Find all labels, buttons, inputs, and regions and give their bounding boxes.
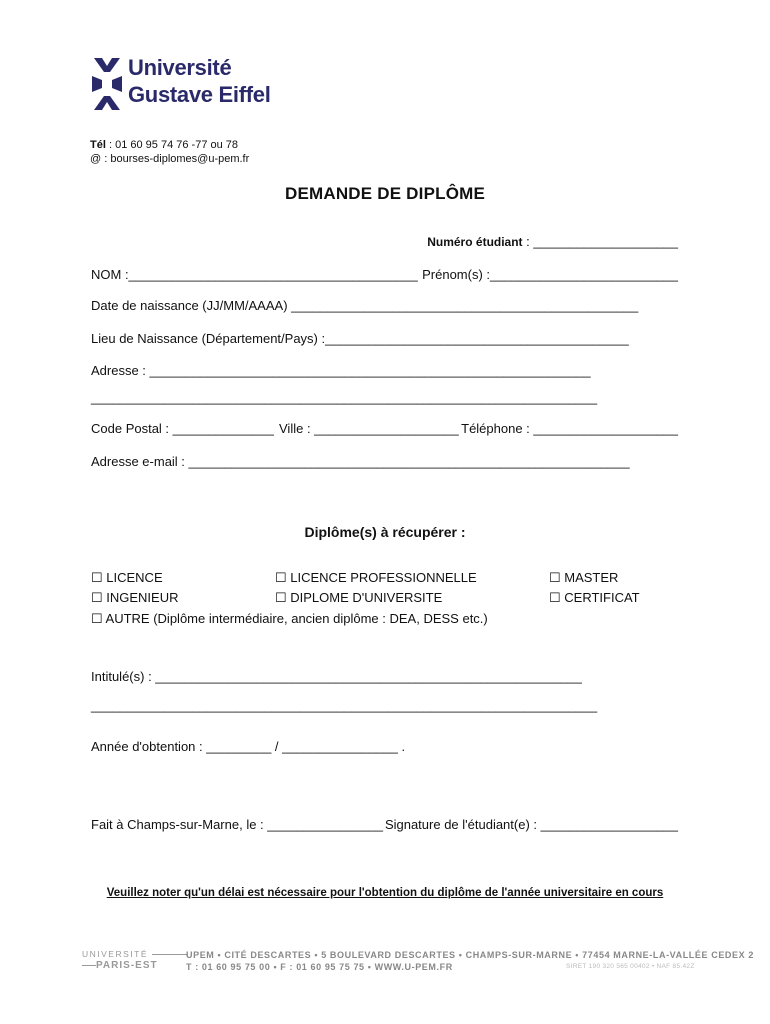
checkbox-licence[interactable]: ☐ LICENCE: [91, 570, 163, 585]
checkbox-du[interactable]: ☐ DIPLOME D'UNIVERSITE: [275, 590, 443, 605]
footer-univ-name: PARIS-EST: [82, 960, 158, 971]
contact-email: @ : bourses-diplomes@u-pem.fr: [90, 153, 250, 165]
postal-code-field[interactable]: Code Postal : ______________: [91, 421, 274, 436]
signature-field[interactable]: Signature de l'étudiant(e) : ___________________: [384, 817, 678, 832]
checkbox-certificat[interactable]: ☐ CERTIFICAT: [549, 590, 640, 605]
email-field[interactable]: Adresse e-mail : _____________________________________________________________: [91, 454, 630, 469]
university-logo: [90, 52, 271, 114]
student-number-field[interactable]: Numéro étudiant : ____________________: [427, 234, 678, 249]
checkbox-licence-pro[interactable]: ☐ LICENCE PROFESSIONNELLE: [275, 570, 477, 585]
intitule-field[interactable]: Intitulé(s) : ___________________________________________________________: [91, 669, 582, 684]
prenom-field[interactable]: Prénom(s) :__________________________: [422, 267, 678, 282]
checkbox-master[interactable]: ☐ MASTER: [549, 570, 619, 585]
nom-field[interactable]: NOM :________________________________________: [91, 267, 418, 282]
diplomas-heading: Diplôme(s) à récupérer :: [304, 524, 466, 540]
logo-line2: Gustave Eiffel: [128, 82, 271, 107]
delay-note: Veuillez noter qu'un délai est nécessaire pour l'obtention du diplôme de l'année universitaire en cours: [106, 887, 664, 899]
checkbox-autre[interactable]: ☐ AUTRE (Diplôme intermédiaire, ancien diplôme : DEA, DESS etc.): [91, 611, 488, 626]
birth-place-field[interactable]: Lieu de Naissance (Département/Pays) :__________________________________________: [91, 331, 629, 346]
footer-address: UPEM • CITÉ DESCARTES • 5 BOULEVARD DESCARTES • CHAMPS-SUR-MARNE • 77454 MARNE-LA-VALLÉE CEDEX 2: [186, 950, 754, 960]
logo-mark-icon: [90, 54, 124, 112]
city-field[interactable]: Ville : ____________________: [279, 421, 459, 436]
birth-date-field[interactable]: Date de naissance (JJ/MM/AAAA) ________________________________________________: [91, 298, 639, 313]
place-date-field[interactable]: Fait à Champs-sur-Marne, le : ________________: [91, 817, 383, 832]
intitule-continuation-field[interactable]: ______________________________________________________________________: [91, 698, 598, 713]
address-field[interactable]: Adresse : _____________________________________________________________: [91, 363, 591, 378]
address-continuation-field[interactable]: ______________________________________________________________________: [91, 390, 598, 405]
footer-phones: T : 01 60 95 75 00 • F : 01 60 95 75 75 • WWW.U-PEM.FR: [186, 962, 453, 972]
contact-phone: Tél : 01 60 95 74 76 -77 ou 78: [90, 139, 239, 151]
footer-univ-label: UNIVERSITÉ: [82, 949, 188, 959]
footer-siret: SIRET 190 320 565 00402 • NAF 85.42Z: [566, 963, 695, 970]
logo-line1: Université: [128, 55, 232, 80]
phone-field[interactable]: Téléphone : ____________________: [461, 421, 678, 436]
checkbox-ingenieur[interactable]: ☐ INGENIEUR: [91, 590, 179, 605]
page-title: DEMANDE DE DIPLÔME: [284, 184, 486, 203]
year-field[interactable]: Année d'obtention : _________ / ________________ .: [91, 739, 406, 754]
